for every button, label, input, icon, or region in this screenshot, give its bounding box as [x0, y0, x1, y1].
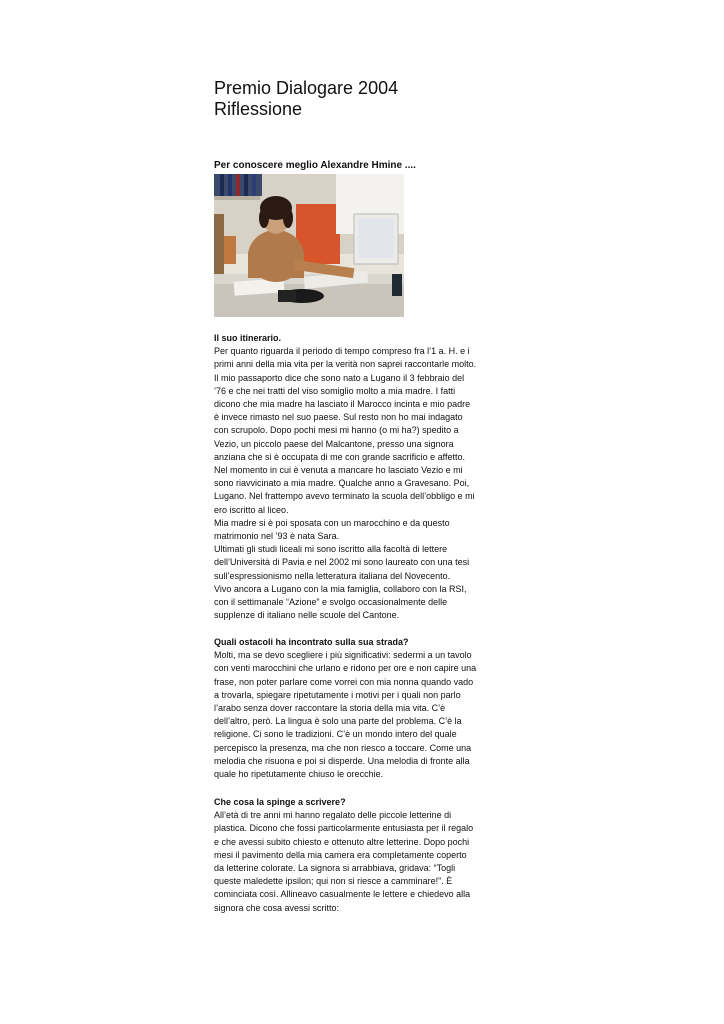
paragraph-line: con scrupolo. Dopo pochi mesi mi hanno (o mi ha?) spedito a: [214, 425, 459, 436]
page-title-line2: Riflessione: [214, 99, 303, 119]
paragraph-line: sull’espressionismo nella letteratura italiana del Novecento.: [214, 570, 451, 581]
page-title-line1: Premio Dialogare 2004: [214, 78, 399, 98]
paragraph-line: percepisco la presenza, ma che non riesco a toccare. Come una: [214, 742, 472, 753]
paragraph-line: plastica. Dicono che fossi particolarmente entusiasta per il regalo: [214, 823, 474, 834]
paragraph-line: frase, non poter parlare come vorrei con mia nonna quando vado: [214, 676, 474, 687]
paragraph-line: primi anni della mia vita per la verità non saprei raccontarle molto.: [214, 359, 477, 370]
paragraph-line: All’età di tre anni mi hanno regalato delle piccole letterine di: [214, 810, 452, 821]
intro-heading: Per conoscere meglio Alexandre Hmine ....: [214, 160, 416, 171]
paragraph-line: dell’Università di Pavia e nel 2002 mi sono laureato con una tesi: [214, 557, 470, 568]
paragraph-line: dicono che mia madre ha lasciato il Marocco incinta e mio padre: [214, 399, 471, 410]
paragraph-line: melodia che risuona e poi si disperde. Una melodia di fronte alla: [214, 755, 470, 766]
paragraph-line: Il mio passaporto dice che sono nato a Lugano il 3 febbraio del: [214, 372, 465, 383]
paragraph-line: Lugano. Nel frattempo avevo terminato la scuola dell’obbligo e mi: [214, 491, 475, 502]
paragraph-line: signora che cosa avessi scritto:: [214, 902, 340, 913]
paragraph-line: ero iscritto al liceo.: [214, 504, 289, 515]
section-heading: Il suo itinerario.: [214, 333, 282, 343]
paragraph-line: queste maledette ipsilon; qui non si riesce a camminare!”. È: [214, 876, 453, 887]
paragraph-line: religione. Ci sono le tradizioni. C’è un mondo intero del quale: [214, 729, 457, 740]
paragraph-line: dell’altro, però. La lingua è solo una parte del problema. C’è la: [214, 716, 462, 727]
paragraph-line: e che avessi subito chiesto e ottenuto altre letterine. Dopo pochi: [214, 836, 470, 847]
paragraph-line: Molti, ma se devo scegliere i più significativi: sedermi a un tavolo: [214, 650, 472, 661]
section-itinerario: [214, 332, 514, 622]
paragraph-line: supplenze di italiano nelle scuole del Cantone.: [214, 610, 400, 621]
paragraph-line: a trovarla, spiegare ripetutamente i motivi per i quali non parlo: [214, 689, 461, 700]
paragraph-line: da letterine colorate. La signora si arrabbiava, gridava: “Togli: [214, 863, 456, 874]
portrait-photo: [214, 174, 404, 317]
paragraph-line: con il settimanale “Azione” e svolgo occasionalmente delle: [214, 597, 448, 608]
section-scrivere: [214, 796, 514, 915]
paragraph-line: sono riavvicinato a mia madre. Qualche anno a Gravesano. Poi,: [214, 478, 470, 489]
paragraph-line: l’arabo senza dover raccontare la storia della mia vita. C’è: [214, 703, 446, 714]
paragraph-line: anziana che si è occupata di me con grande sacrificio e affetto.: [214, 451, 465, 462]
paragraph-line: cominciata così. Allineavo casualmente le lettere e chiedevo alla: [214, 889, 471, 900]
paragraph-line: Per quanto riguarda il periodo di tempo compreso fra l’1 a. H. e i: [214, 346, 470, 357]
paragraph-line: Vezio, un piccolo paese del Malcantone, presso una signora: [214, 438, 454, 449]
section-heading: Quali ostacoli ha incontrato sulla sua strada?: [214, 637, 409, 647]
paragraph-line: matrimonio nel ’93 è nata Sara.: [214, 531, 340, 542]
paragraph-line: Nel momento in cui è venuta a mancare ho lasciato Vezio e mi: [214, 465, 463, 476]
paragraph-line: è invece rimasto nel suo paese. Sul resto non ho mai indagato: [214, 412, 463, 423]
document-page: [214, 78, 514, 913]
section-heading: Che cosa la spinge a scrivere?: [214, 797, 346, 807]
paragraph-line: mesi il pavimento della mia camera era completamente coperto: [214, 849, 467, 860]
paragraph-line: Vivo ancora a Lugano con la mia famiglia, collaboro con la RSI,: [214, 583, 467, 594]
paragraph-line: con venti marocchini che urlano e ridono per ore e non capire una: [214, 663, 477, 674]
paragraph-line: Ultimati gli studi liceali mi sono iscritto alla facoltà di lettere: [214, 544, 448, 555]
paragraph-line: Mia madre si è poi sposata con un marocchino e da questo: [214, 517, 450, 528]
page-title: [214, 78, 514, 120]
section-ostacoli: [214, 636, 514, 781]
paragraph-line: ’76 e che nei tratti del viso somiglio molto a mia madre. I fatti: [214, 385, 456, 396]
paragraph-line: quale ho ripetutamente chiuso le orecchie.: [214, 769, 384, 780]
